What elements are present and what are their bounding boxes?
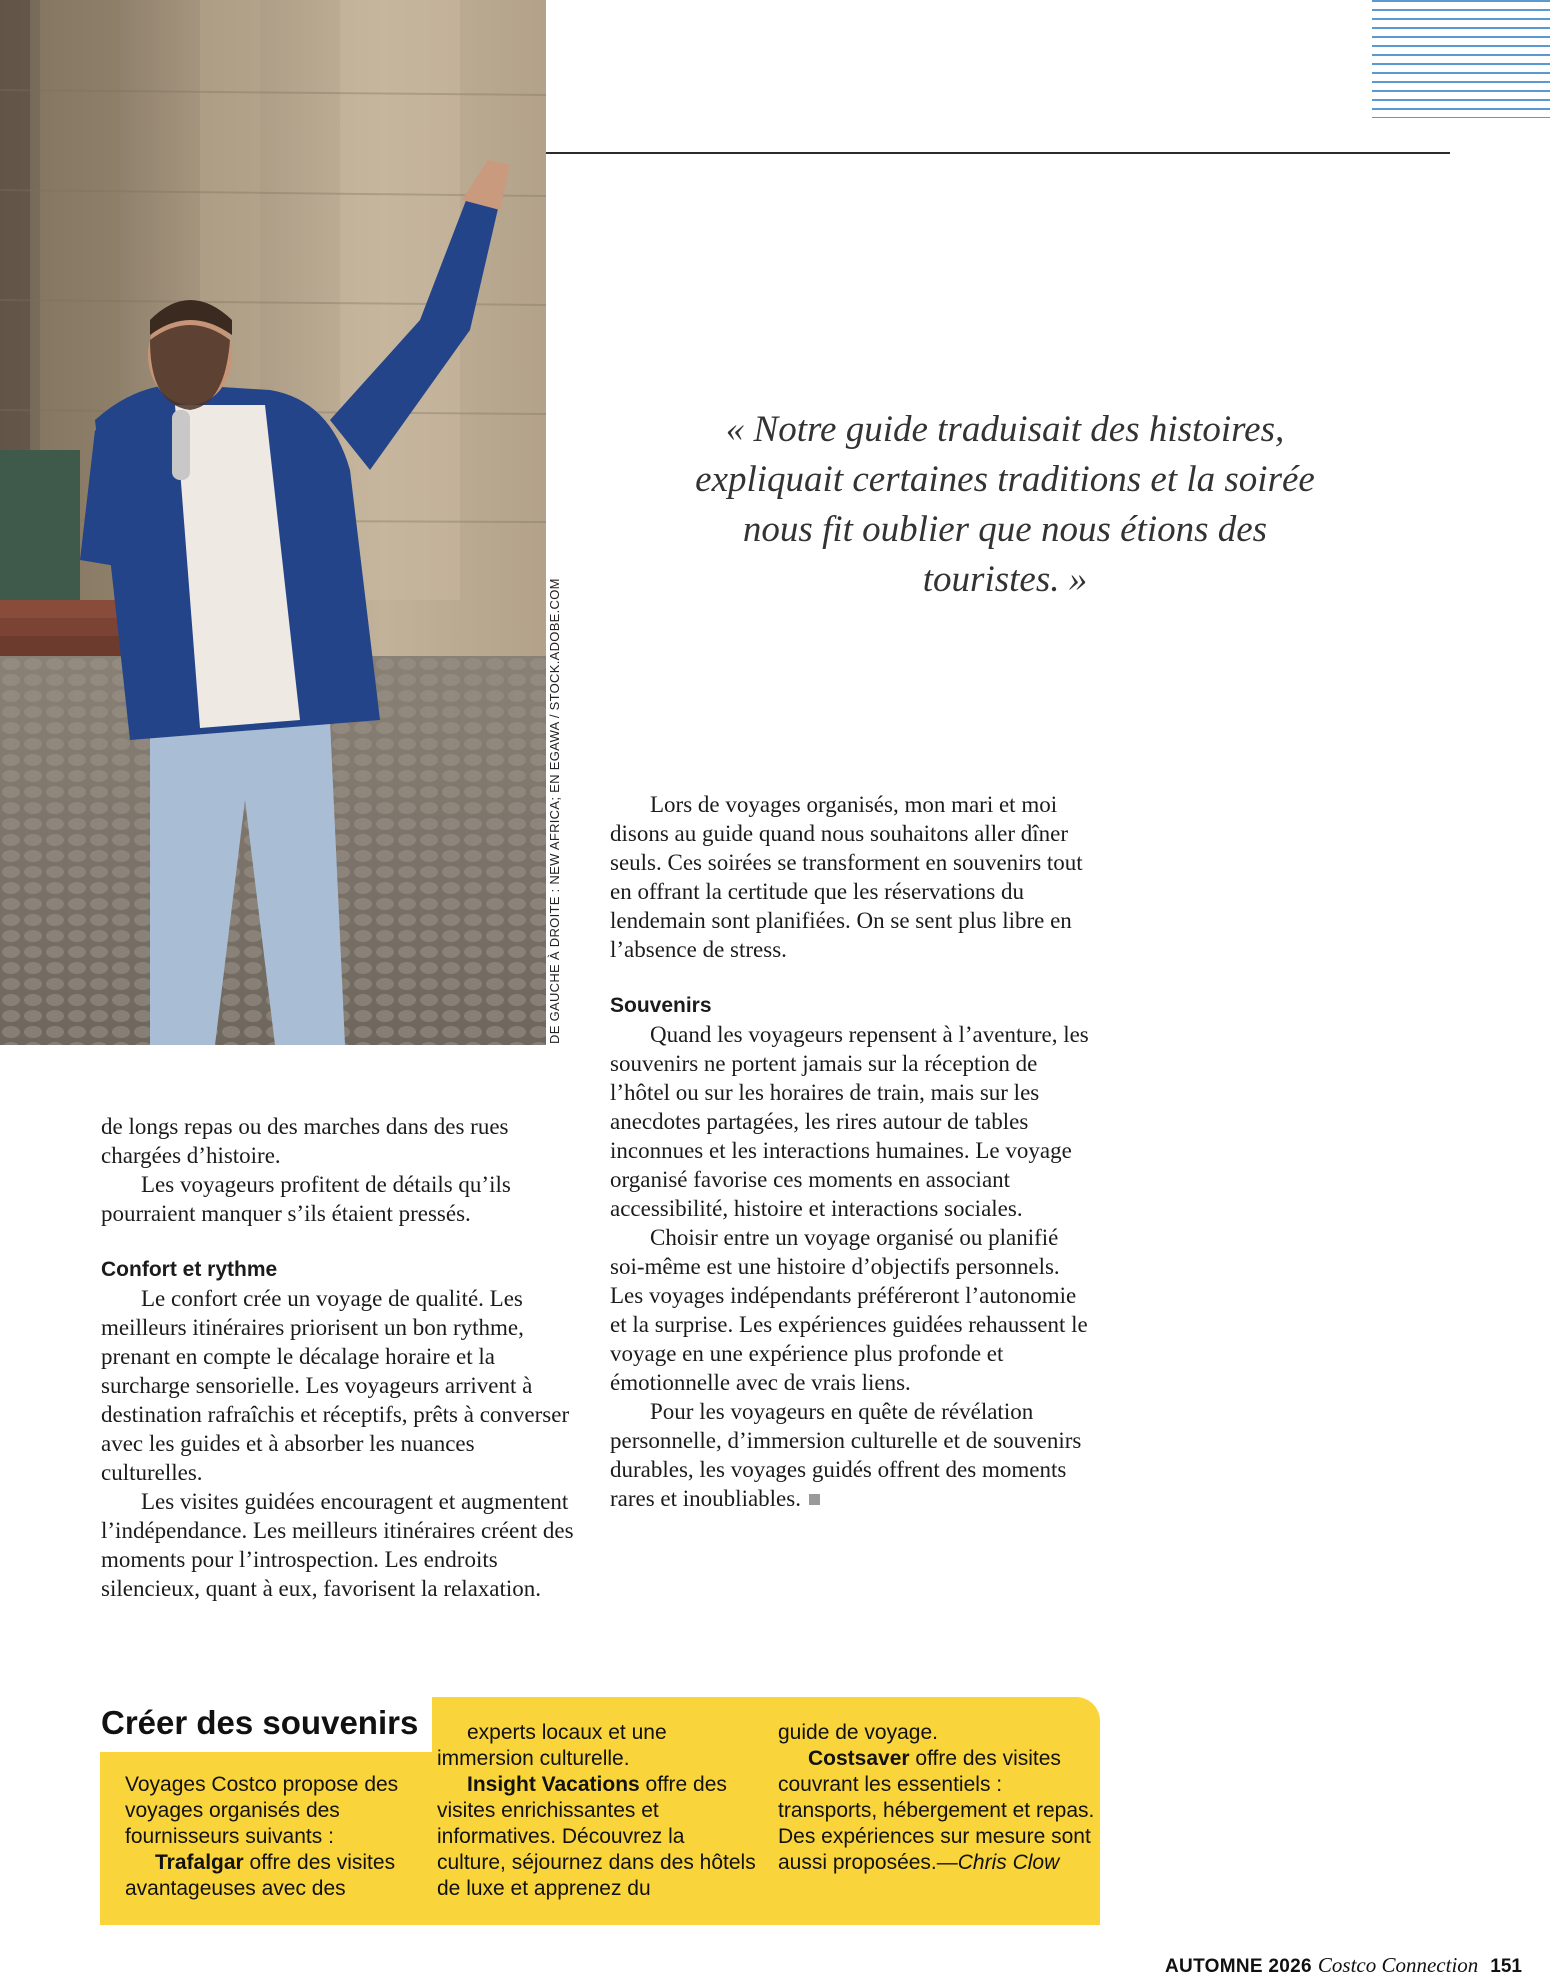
left-column (101, 1112, 581, 1603)
supplier-insight: Insight Vacations (467, 1773, 640, 1796)
paragraph: Quand les voyageurs repensent à l’aventure, les souvenirs ne portent jamais sur la réception de l’hôtel ou sur les horaires de train, mais sur les anecdotes partagées, les rires autour de tables inconnues et les interactions humaines. Le voyage organisé favorise ces moments en associant accessibilité, histoire et interactions sociales. (610, 1022, 1089, 1221)
paragraph: Choisir entre un voyage organisé ou planifié soi-même est une histoire d’objectifs personnels. Les voyages indépendants préféreront l’autonomie et la surprise. Les expériences guidées rehaussent le voyage en une expérience plus profonde et émotionnelle avec de vrais liens. (610, 1225, 1088, 1395)
hero-photo (0, 0, 546, 1045)
sidebar-column-3 (778, 1720, 1098, 1876)
sidebar-costsaver (778, 1746, 1098, 1876)
supplier-text: guide de voyage. (778, 1721, 938, 1744)
sidebar-title: Créer des souvenirs (101, 1704, 419, 1741)
photo-credit (541, 578, 571, 1044)
author-name: Chris Clow (957, 1851, 1060, 1874)
section-heading-confort: Confort et rythme (101, 1258, 278, 1281)
right-column (610, 790, 1090, 1513)
paragraph: Les voyageurs profitent de détails qu’ils pourraient manquer s’ils étaient pressés. (101, 1172, 511, 1226)
photo-credit-text: DE GAUCHE À DROITE : NEW AFRICA; EN EGAWA / STOCK.ADOBE.COM (547, 578, 562, 1044)
sidebar-insight (437, 1772, 757, 1902)
horizontal-rule (546, 152, 1450, 154)
page-footer (1165, 1953, 1522, 1978)
sidebar-trafalgar (125, 1850, 445, 1902)
supplier-text: experts locaux et une immersion culturelle. (437, 1721, 667, 1770)
end-mark-icon (809, 1494, 820, 1505)
paragraph: de longs repas ou des marches dans des rues chargées d’histoire. (101, 1114, 509, 1168)
sidebar-column-2 (437, 1720, 757, 1902)
paragraph: Lors de voyages organisés, mon mari et moi disons au guide quand nous souhaitons aller dîner seuls. Ces soirées se transforment en souvenirs tout en offrant la certitude que les réservations du lendemain sont planifiées. On se sent plus libre en l’absence de stress. (610, 792, 1083, 962)
paragraph-text: Pour les voyageurs en quête de révélation personnelle, d’immersion culturelle et de souvenirs durables, les voyages guidés offrent des moments rares et inoubliables. (610, 1399, 1082, 1511)
sidebar-intro: Voyages Costco propose des voyages organisés des fournisseurs suivants : (125, 1773, 399, 1848)
paragraph (610, 1397, 1090, 1513)
supplier-trafalgar: Trafalgar (155, 1851, 244, 1874)
sidebar-column-1 (125, 1772, 445, 1902)
footer-season: AUTOMNE 2026 (1165, 1956, 1312, 1977)
supplier-costsaver: Costsaver (808, 1747, 910, 1770)
supplier-text: offre des visites couvrant les essentiels : transports, hébergement et repas. Des expériences sur mesure sont aussi proposées.— (778, 1747, 1095, 1874)
pull-quote: « Notre guide traduisait des histoires, expliquait certaines traditions et la soirée nous fit oublier que nous étions des touristes. » (695, 409, 1315, 600)
supplier-text: offre des visites enrichissantes et informatives. Découvrez la culture, séjournez dans des hôtels de luxe et apprenez du (437, 1773, 756, 1900)
section-heading-souvenirs: Souvenirs (610, 994, 712, 1017)
page-number: 151 (1490, 1956, 1522, 1977)
decorative-stripes (1372, 0, 1550, 118)
paragraph: Le confort crée un voyage de qualité. Les meilleurs itinéraires priorisent un bon rythme, prenant en compte le décalage horaire et la surcharge sensorielle. Les voyageurs arrivent à destination rafraîchis et réceptifs, prêts à converser avec les guides et à absorber les nuances culturelles. (101, 1286, 570, 1485)
supplier-text: offre des visites avantageuses avec des (125, 1851, 396, 1900)
footer-magazine: Costco Connection (1317, 1953, 1479, 1977)
paragraph: Les visites guidées encouragent et augmentent l’indépendance. Les meilleurs itinéraires créent des moments pour l’introspection. Les endroits silencieux, quant à eux, favorisent la relaxation. (101, 1489, 574, 1601)
